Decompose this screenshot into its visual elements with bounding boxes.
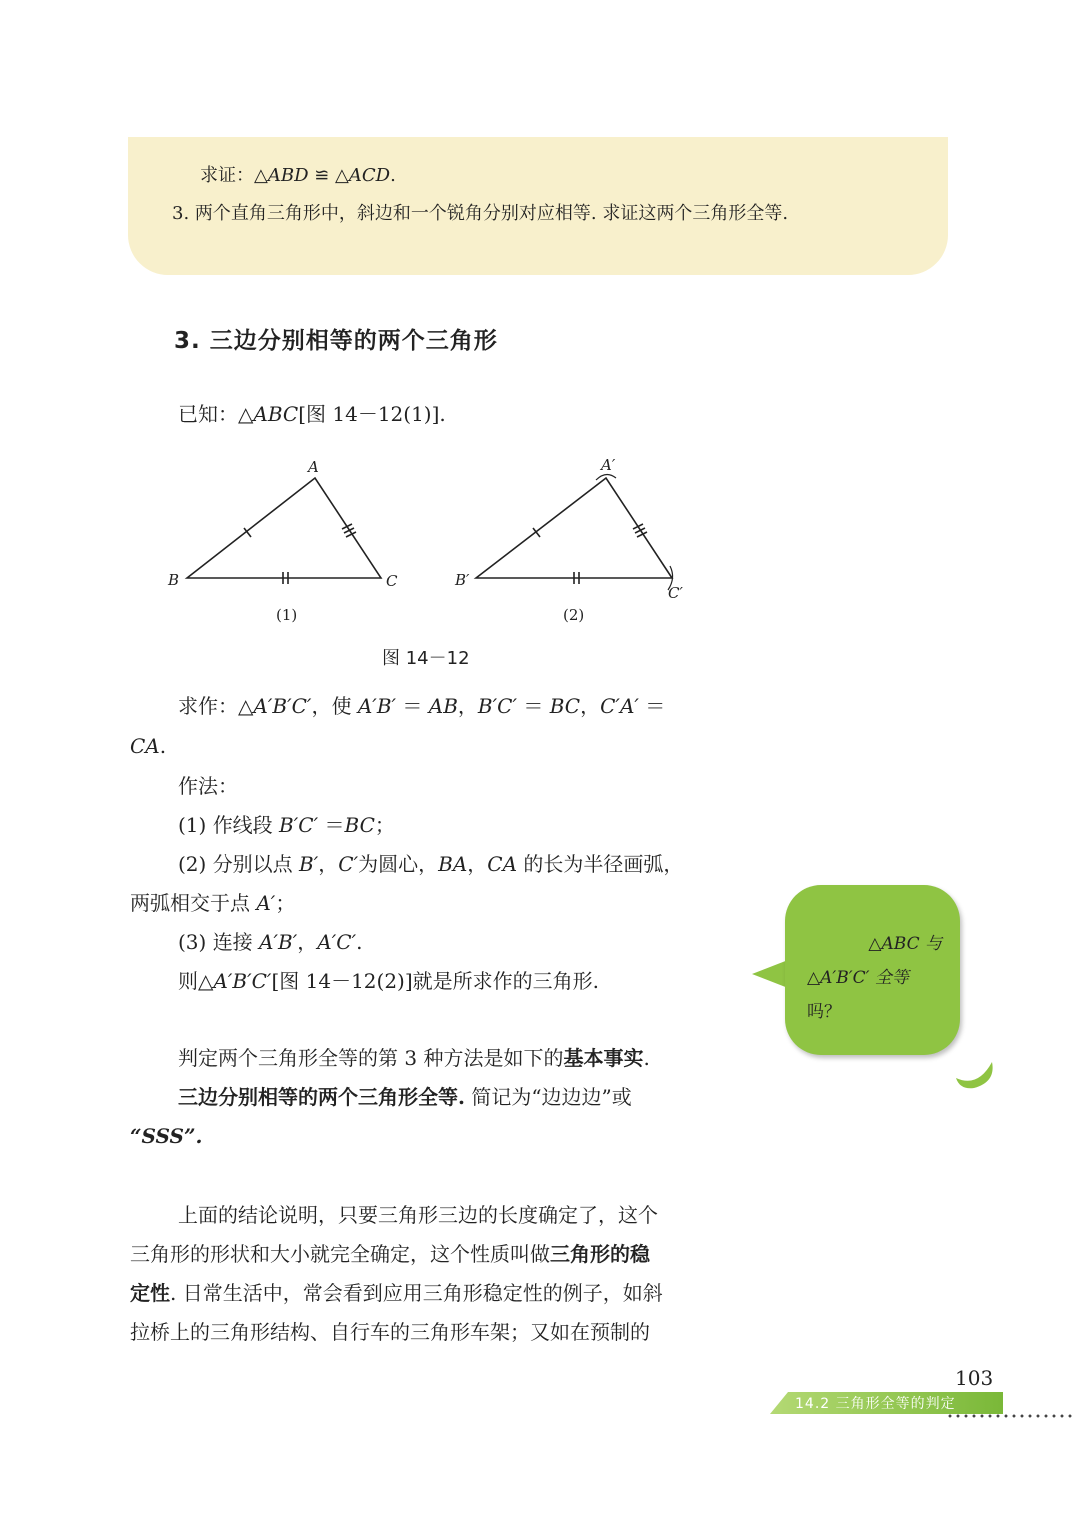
stability-line-2: 三角形的形状和大小就完全确定，这个性质叫做三角形的稳 bbox=[130, 1242, 650, 1266]
triangle-1 bbox=[187, 478, 381, 584]
known-line: 已知：△ABC[图 14－12(1)]. bbox=[178, 402, 446, 426]
stability-line-3: 定性. 日常生活中，常会看到应用三角形稳定性的例子，如斜 bbox=[130, 1281, 663, 1305]
method-conclusion: 则△A′B′C′[图 14－12(2)]就是所求作的三角形. bbox=[178, 969, 600, 993]
triangle-2 bbox=[476, 474, 673, 590]
method-step-2: (2) 分别以点 B′，C′为圆心，BA，CA 的长为半径画弧， bbox=[178, 852, 684, 876]
bubble-line-1: △ABC 与 bbox=[868, 934, 942, 954]
stability-line-1: 上面的结论说明，只要三角形三边的长度确定了，这个 bbox=[178, 1203, 658, 1227]
construct-line-2: CA. bbox=[130, 734, 167, 758]
stability-line-4: 拉桥上的三角形结构、自行车的三角形车架；又如在预制的 bbox=[130, 1320, 650, 1344]
method-step-2-cont: 两弧相交于点 A′； bbox=[130, 891, 296, 915]
method-title: 作法： bbox=[178, 774, 238, 798]
fact-intro: 判定两个三角形全等的第 3 种方法是如下的基本事实. bbox=[178, 1046, 650, 1070]
construct-line-1: 求作：△A′B′C′，使 A′B′ ＝ AB，B′C′ ＝ BC，C′A′ ＝ bbox=[178, 694, 666, 718]
figure-caption: 图 14－12 bbox=[382, 648, 470, 669]
footer-section: 14.2 三角形全等的判定 bbox=[795, 1396, 956, 1412]
label-A-prime: A′ bbox=[601, 456, 616, 474]
label-C: C bbox=[386, 572, 398, 590]
fact-abbr: “SSS”. bbox=[130, 1124, 203, 1148]
fact-rule: 三边分别相等的两个三角形全等. 简记为“边边边”或 bbox=[178, 1085, 632, 1109]
exercise-proof-line: 求证：△ABD ≌ △ACD. bbox=[200, 165, 396, 186]
speech-bubble bbox=[785, 885, 960, 1055]
sub-caption-1: (1) bbox=[276, 606, 298, 624]
bubble-line-3: 吗？ bbox=[807, 1002, 841, 1022]
label-B-prime: B′ bbox=[455, 571, 470, 589]
bubble-line-2: △A′B′C′ 全等 bbox=[807, 968, 909, 988]
label-A: A bbox=[308, 458, 319, 476]
method-step-1: (1) 作线段 B′C′ ＝BC； bbox=[178, 813, 395, 837]
section-title: 3. 三边分别相等的两个三角形 bbox=[174, 328, 498, 354]
label-C-prime: C′ bbox=[668, 584, 683, 602]
method-step-3: (3) 连接 A′B′，A′C′. bbox=[178, 930, 363, 954]
page-number: 103 bbox=[955, 1366, 994, 1390]
footer-dots bbox=[946, 1414, 1076, 1418]
sub-caption-2: (2) bbox=[563, 606, 585, 624]
label-B: B bbox=[168, 571, 180, 589]
bubble-tail bbox=[752, 960, 788, 988]
figure-14-12 bbox=[0, 0, 1080, 700]
swirl-icon bbox=[948, 1048, 1002, 1094]
exercise-3: 3. 两个直角三角形中，斜边和一个锐角分别对应相等. 求证这两个三角形全等. bbox=[172, 203, 789, 224]
